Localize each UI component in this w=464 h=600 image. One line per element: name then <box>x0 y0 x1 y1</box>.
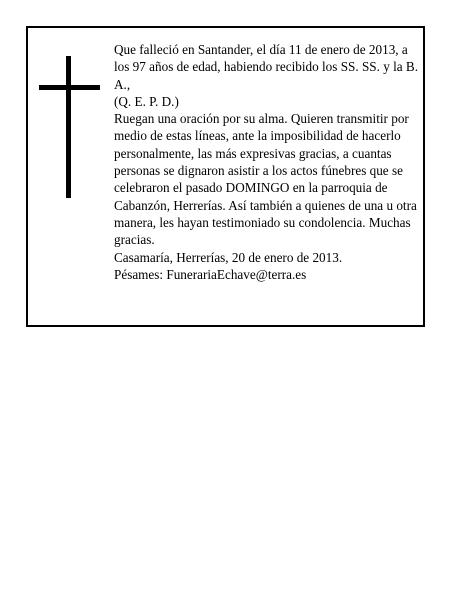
qepd-line: (Q. E. P. D.) <box>114 93 179 109</box>
condolences-email: Pésames: FunerariaEchave@terra.es <box>114 266 307 282</box>
latin-cross-icon <box>39 56 100 198</box>
obituary-notice <box>26 26 425 327</box>
gratitude-message: Ruegan una oración por su alma. Quieren transmitir por medio de estas líneas, ante la imposibilidad de hacerlo personalmente, las más expresivas gracias, a cuantas personas se dignaron asistir a los actos fúnebres que se celebraron el pasado DOMINGO en la parroquia de Cabanzón, Herrerías. Así también a quienes de una u otra manera, les hayan testimoniado su condolencia. Muchas gracias. <box>114 111 417 248</box>
cross-vertical-bar <box>66 56 71 198</box>
place-date-line: Casamaría, Herrerías, 20 de enero de 2013. <box>114 249 343 265</box>
death-announcement: Que falleció en Santander, el día 11 de enero de 2013, a los 97 años de edad, habiendo recibido los SS. SS. y la B. A., <box>114 42 419 92</box>
notice-text <box>114 41 422 283</box>
cross-horizontal-bar <box>39 85 100 90</box>
